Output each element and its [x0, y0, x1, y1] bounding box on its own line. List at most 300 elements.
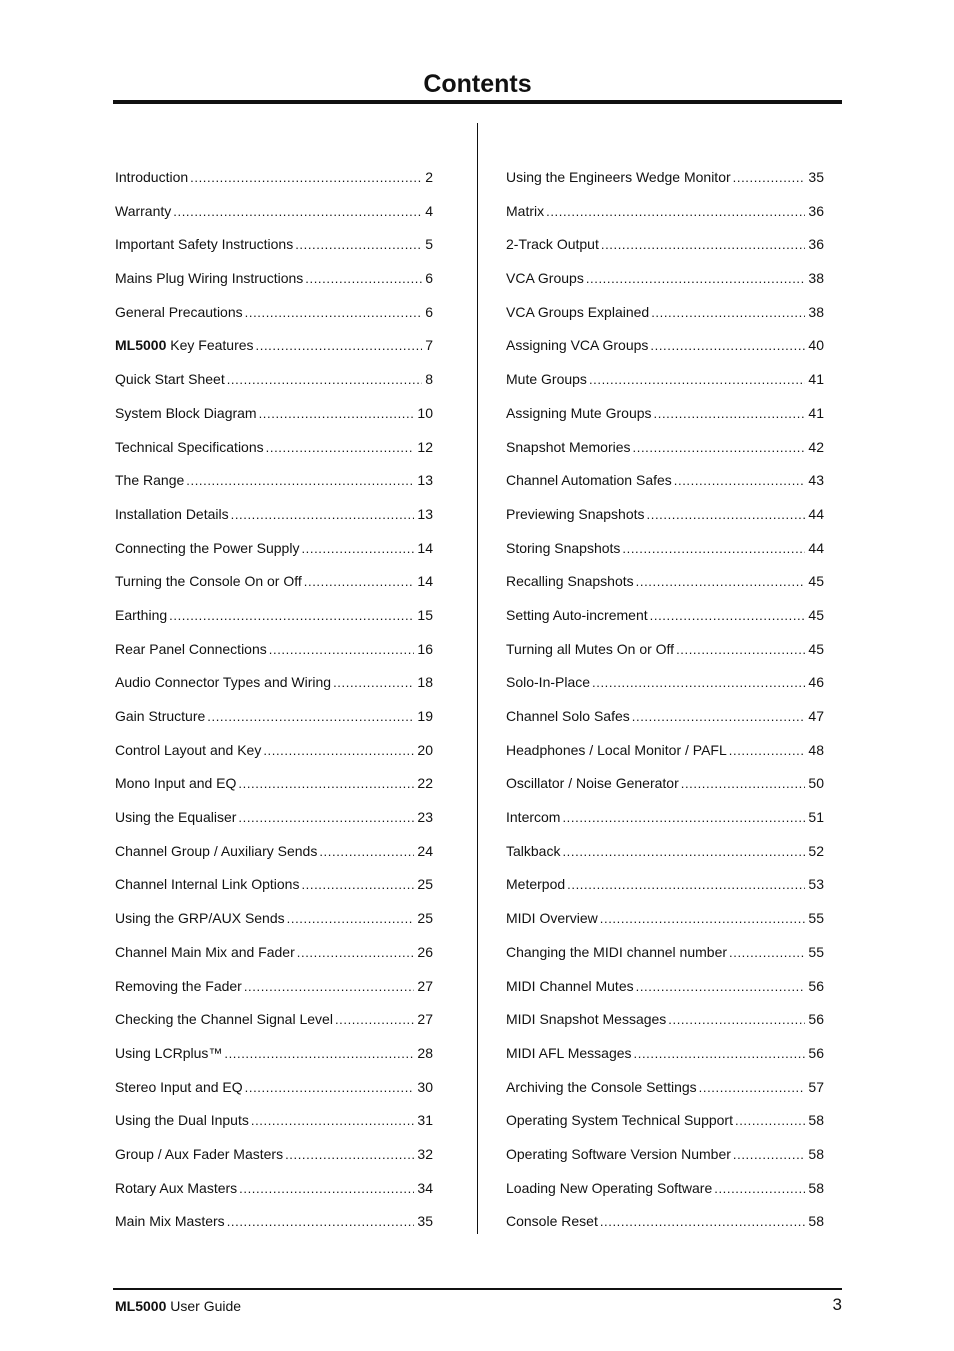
- toc-entry-page: 32: [417, 1145, 433, 1162]
- toc-dot-leader: [634, 1041, 806, 1067]
- toc-dot-leader: [650, 603, 806, 629]
- toc-dot-leader: [287, 906, 415, 932]
- toc-entry[interactable]: [506, 164, 824, 198]
- toc-entry-title: [506, 467, 672, 493]
- toc-entry-title-text: Channel Main Mix and Fader: [115, 943, 295, 960]
- toc-entry-page: 24: [417, 842, 433, 859]
- toc-entry-page: 5: [425, 236, 433, 253]
- toc-entry-title: [506, 703, 630, 729]
- toc-entry-page: 22: [417, 775, 433, 792]
- toc-entry-title-text: MIDI Snapshot Messages: [506, 1011, 667, 1028]
- toc-entry-title-text: Intercom: [506, 809, 561, 826]
- toc-entry-title-text: VCA Groups Explained: [506, 303, 650, 320]
- toc-entry-page: 36: [808, 202, 824, 219]
- toc-entry-title: [115, 535, 299, 561]
- toc-entry-title-text: Connecting the Power Supply: [115, 539, 300, 556]
- toc-entry[interactable]: [115, 1006, 433, 1040]
- toc-entry-page: 40: [808, 337, 824, 354]
- toc-entry-page: 27: [417, 1011, 433, 1028]
- toc-entry-page: 12: [417, 438, 433, 455]
- toc-entry-page: 13: [417, 505, 433, 522]
- toc-entry[interactable]: [506, 703, 824, 737]
- toc-entry-page: 55: [808, 943, 824, 960]
- toc-entry-title: [115, 703, 205, 729]
- toc-entry-title-text: Channel Automation Safes: [506, 472, 672, 489]
- toc-entry[interactable]: [115, 501, 433, 535]
- toc-dot-leader: [251, 1108, 415, 1134]
- toc-entry-page: 6: [425, 303, 433, 320]
- toc-entry-page: 15: [417, 606, 433, 623]
- toc-entry[interactable]: [506, 198, 824, 232]
- toc-entry-title: [115, 939, 295, 965]
- toc-entry-title: [115, 1006, 333, 1032]
- toc-entry-title: [115, 265, 303, 291]
- toc-entry-title-text: Recalling Snapshots: [506, 573, 634, 590]
- toc-entry-title-text: Assigning Mute Groups: [506, 404, 652, 421]
- toc-entry-title: [115, 231, 293, 257]
- toc-entry-title-text: System Block Diagram: [115, 404, 257, 421]
- toc-entry-page: 44: [808, 539, 824, 556]
- toc-entry-title-text: General Precautions: [115, 303, 243, 320]
- toc-entry-page: 43: [808, 472, 824, 489]
- toc-entry-title: [506, 434, 631, 460]
- toc-dot-leader: [266, 435, 415, 461]
- toc-entry-page: 56: [808, 977, 824, 994]
- toc-entry[interactable]: [506, 434, 824, 468]
- toc-entry-title: [506, 164, 731, 190]
- toc-entry[interactable]: [115, 871, 433, 905]
- toc-dot-leader: [269, 637, 415, 663]
- toc-entry-title-text: Channel Solo Safes: [506, 708, 630, 724]
- toc-entry-title-text: Warranty: [115, 202, 172, 219]
- toc-entry-page: 56: [808, 1011, 824, 1028]
- toc-entry-page: 45: [808, 640, 824, 657]
- toc-entry-title-text: Removing the Fader: [115, 977, 242, 994]
- toc-entry[interactable]: [506, 568, 824, 602]
- toc-entry-page: 58: [808, 1179, 824, 1196]
- toc-entry-title: [506, 1175, 712, 1201]
- toc-entry-page: 52: [808, 842, 824, 859]
- toc-entry-title: [506, 602, 648, 628]
- toc-entry[interactable]: [506, 1107, 824, 1141]
- toc-entry-title: [506, 231, 599, 257]
- toc-entry-title-text: MIDI Channel Mutes: [506, 977, 634, 994]
- toc-dot-leader: [636, 569, 806, 595]
- toc-entry-title: [506, 770, 679, 796]
- toc-entry-title-text: Using the GRP/AUX Sends: [115, 910, 285, 927]
- toc-dot-leader: [600, 1209, 806, 1235]
- toc-entry[interactable]: [115, 568, 433, 602]
- toc-entry-page: 30: [417, 1078, 433, 1095]
- toc-entry[interactable]: [506, 1006, 824, 1040]
- toc-entry-title-text: Stereo Input and EQ: [115, 1078, 243, 1095]
- toc-entry-page: 38: [808, 303, 824, 320]
- toc-dot-leader: [589, 367, 805, 393]
- toc-entry-title-text: Talkback: [506, 842, 561, 859]
- toc-dot-leader: [647, 502, 806, 528]
- toc-entry-title-text: Oscillator / Noise Generator: [506, 775, 679, 792]
- toc-entry-title-text: Key Features: [166, 337, 254, 354]
- toc-entry[interactable]: [115, 535, 433, 569]
- toc-entry-page: 13: [417, 472, 433, 489]
- toc-dot-leader: [676, 637, 805, 663]
- toc-entry-title: [115, 871, 299, 897]
- toc-entry-title-text: The Range: [115, 472, 185, 489]
- toc-entry-title-text: Group / Aux Fader Masters: [115, 1145, 284, 1162]
- toc-entry-title: [115, 770, 236, 796]
- toc-entry[interactable]: [506, 737, 824, 771]
- toc-entry-page: 36: [808, 236, 824, 253]
- toc-entry[interactable]: [506, 1141, 824, 1175]
- toc-dot-leader: [285, 1142, 414, 1168]
- toc-entry-title-text: Headphones / Local Monitor / PAFL: [506, 741, 727, 758]
- toc-dot-leader: [733, 165, 806, 191]
- toc-entry-title-text: Solo-In-Place: [506, 674, 591, 691]
- toc-entry-title-text: Setting Auto-increment: [506, 606, 648, 623]
- toc-entry-title: [506, 1040, 632, 1066]
- toc-entry-page: 31: [417, 1112, 433, 1129]
- toc-entry-title-text: Using the Engineers Wedge Monitor: [506, 169, 731, 185]
- toc-entry-page: 34: [417, 1179, 433, 1196]
- toc-entry-title: [115, 1040, 222, 1066]
- toc-entry-title: [115, 905, 285, 931]
- toc-entry-title-text: Checking the Channel Signal Level: [115, 1011, 333, 1028]
- toc-entry[interactable]: [506, 400, 824, 434]
- toc-entry-title-text: Turning all Mutes On or Off: [506, 640, 675, 657]
- toc-dot-leader: [562, 839, 805, 865]
- toc-entry[interactable]: [115, 1107, 433, 1141]
- toc-dot-leader: [190, 165, 422, 191]
- toc-entry[interactable]: [506, 366, 824, 400]
- toc-entry-title: [506, 804, 560, 830]
- toc-dot-leader: [335, 1007, 414, 1033]
- toc-entry-title-text: Mains Plug Wiring Instructions: [115, 270, 304, 287]
- title-rule: [113, 100, 842, 104]
- toc-entry-page: 4: [425, 202, 433, 219]
- toc-entry-title-text: Important Safety Instructions: [115, 236, 294, 253]
- toc-entry-title-text: Using the Equaliser: [115, 809, 237, 826]
- toc-entry-title: [115, 198, 171, 224]
- toc-dot-leader: [714, 1176, 805, 1202]
- toc-entry-title: [506, 332, 648, 358]
- toc-dot-leader: [238, 771, 414, 797]
- toc-entry-page: 7: [425, 337, 433, 354]
- toc-dot-leader: [681, 771, 806, 797]
- footer-guide-label: User Guide: [166, 1298, 242, 1314]
- toc-entry-page: 58: [808, 1112, 824, 1129]
- toc-entry[interactable]: [506, 1074, 824, 1108]
- toc-entry[interactable]: [115, 1141, 433, 1175]
- footer-product-name: ML5000: [115, 1298, 167, 1314]
- toc-entry-title-text: Rotary Aux Masters: [115, 1179, 238, 1196]
- toc-entry[interactable]: [115, 838, 433, 872]
- toc-entry-page: 2: [425, 169, 433, 185]
- toc-entry-title: [115, 973, 242, 999]
- toc-entry-title: [506, 1107, 733, 1133]
- toc-entry[interactable]: [115, 905, 433, 939]
- toc-dot-leader: [224, 1041, 414, 1067]
- toc-dot-leader: [735, 1108, 805, 1134]
- toc-entry-title: [506, 299, 649, 325]
- toc-dot-leader: [173, 199, 422, 225]
- toc-entry[interactable]: [506, 467, 824, 501]
- toc-entry[interactable]: [115, 973, 433, 1007]
- toc-dot-leader: [622, 536, 805, 562]
- toc-dot-leader: [319, 839, 414, 865]
- toc-entry-title-text: Operating Software Version Number: [506, 1145, 731, 1162]
- toc-entry-title-text: Installation Details: [115, 505, 229, 522]
- toc-entry-title-text: Channel Group / Auxiliary Sends: [115, 842, 318, 859]
- toc-entry[interactable]: [115, 299, 433, 333]
- toc-entry-page: 50: [808, 775, 824, 792]
- toc-entry[interactable]: [506, 1175, 824, 1209]
- toc-entry-title: [506, 871, 565, 897]
- toc-entry-title: [115, 1107, 249, 1133]
- toc-dot-leader: [304, 569, 415, 595]
- toc-entry-title: [506, 905, 598, 931]
- toc-entry[interactable]: [115, 198, 433, 232]
- toc-dot-leader: [651, 300, 805, 326]
- toc-entry-title-bold: ML5000: [115, 337, 167, 354]
- toc-entry-page: 18: [417, 674, 433, 691]
- toc-entry[interactable]: [115, 669, 433, 703]
- toc-entry-title-text: 2-Track Output: [506, 236, 599, 253]
- toc-entry-title: [115, 467, 184, 493]
- toc-entry[interactable]: [506, 501, 824, 535]
- toc-entry-page: 35: [417, 1213, 433, 1230]
- toc-entry[interactable]: [506, 770, 824, 804]
- toc-entry-title-text: MIDI AFL Messages: [506, 1044, 632, 1061]
- toc-entry-page: 14: [417, 539, 433, 556]
- toc-entry-title-text: Channel Internal Link Options: [115, 876, 300, 893]
- toc-entry-title: [506, 501, 645, 527]
- toc-entry-title: [506, 568, 634, 594]
- toc-entry[interactable]: [115, 737, 433, 771]
- toc-entry-title: [115, 434, 264, 460]
- toc-entry[interactable]: [506, 265, 824, 299]
- toc-entry-title-text: MIDI Overview: [506, 910, 598, 927]
- toc-entry[interactable]: [506, 871, 824, 905]
- toc-entry-title: [506, 366, 587, 392]
- toc-dot-leader: [601, 232, 806, 258]
- toc-entry[interactable]: [115, 332, 433, 366]
- toc-entry-page: 25: [417, 876, 433, 893]
- toc-entry-page: 19: [417, 708, 433, 724]
- toc-entry[interactable]: [506, 804, 824, 838]
- toc-dot-leader: [729, 738, 806, 764]
- toc-entry-page: 47: [808, 708, 824, 724]
- toc-dot-leader: [633, 435, 806, 461]
- toc-entry[interactable]: [506, 332, 824, 366]
- toc-entry-page: 46: [808, 674, 824, 691]
- toc-entry[interactable]: [506, 669, 824, 703]
- toc-entry-page: 25: [417, 910, 433, 927]
- toc-entry[interactable]: [115, 939, 433, 973]
- toc-entry-title: [115, 838, 317, 864]
- toc-entry[interactable]: [506, 838, 824, 872]
- toc-entry[interactable]: [506, 973, 824, 1007]
- toc-left-column: [115, 164, 433, 1242]
- toc-entry-page: 38: [808, 270, 824, 287]
- toc-dot-leader: [567, 872, 805, 898]
- toc-dot-leader: [562, 805, 805, 831]
- toc-entry-page: 26: [417, 943, 433, 960]
- toc-entry[interactable]: [506, 602, 824, 636]
- toc-dot-leader: [186, 468, 414, 494]
- toc-entry[interactable]: [115, 1040, 433, 1074]
- toc-dot-leader: [668, 1007, 805, 1033]
- toc-entry-page: 53: [808, 876, 824, 893]
- toc-entry-title: [506, 973, 634, 999]
- toc-entry-page: 48: [808, 741, 824, 758]
- toc-entry[interactable]: [115, 602, 433, 636]
- toc-entry[interactable]: [115, 400, 433, 434]
- toc-entry-title: [506, 1141, 731, 1167]
- toc-entry-page: 41: [808, 404, 824, 421]
- toc-entry-title: [115, 737, 261, 763]
- toc-entry[interactable]: [115, 1208, 433, 1242]
- toc-right-column: [506, 164, 824, 1242]
- toc-entry[interactable]: [506, 1040, 824, 1074]
- toc-entry-page: 45: [808, 606, 824, 623]
- toc-entry-title: [506, 669, 590, 695]
- toc-entry-title-text: Operating System Technical Support: [506, 1112, 733, 1129]
- toc-entry-title-text: Meterpod: [506, 876, 566, 893]
- toc-dot-leader: [636, 974, 806, 1000]
- toc-entry-page: 27: [417, 977, 433, 994]
- toc-entry[interactable]: [115, 1074, 433, 1108]
- toc-entry-title-text: Changing the MIDI channel number: [506, 943, 728, 960]
- toc-entry-page: 8: [425, 371, 433, 388]
- toc-entry-title: [506, 939, 727, 965]
- toc-entry-title-text: Loading New Operating Software: [506, 1179, 713, 1196]
- toc-entry-title-text: Storing Snapshots: [506, 539, 621, 556]
- toc-entry[interactable]: [506, 1208, 824, 1242]
- toc-entry[interactable]: [115, 265, 433, 299]
- toc-entry-page: 58: [808, 1213, 824, 1230]
- toc-entry-title-text: Introduction: [115, 169, 189, 185]
- toc-entry-title: [506, 265, 584, 291]
- toc-entry-title: [506, 535, 620, 561]
- toc-entry-title: [115, 501, 229, 527]
- toc-entry-title: [506, 198, 544, 224]
- toc-entry-title: [115, 669, 331, 695]
- toc-entry-page: 57: [808, 1078, 824, 1095]
- toc-entry-page: 45: [808, 573, 824, 590]
- toc-entry[interactable]: [115, 366, 433, 400]
- toc-dot-leader: [239, 1176, 414, 1202]
- toc-entry[interactable]: [115, 164, 433, 198]
- toc-entry-title: [506, 737, 727, 763]
- toc-entry[interactable]: [115, 434, 433, 468]
- toc-entry-title-text: Previewing Snapshots: [506, 505, 645, 522]
- toc-entry[interactable]: [115, 231, 433, 265]
- toc-entry-page: 28: [417, 1044, 433, 1061]
- toc-entry-page: 56: [808, 1044, 824, 1061]
- toc-entry-title: [506, 1006, 666, 1032]
- toc-entry[interactable]: [506, 905, 824, 939]
- toc-entry-title-text: Turning the Console On or Off: [115, 573, 302, 590]
- toc-dot-leader: [729, 940, 805, 966]
- toc-entry-page: 42: [808, 438, 824, 455]
- toc-entry-page: 6: [425, 270, 433, 287]
- toc-entry-title: [115, 400, 257, 426]
- toc-dot-leader: [231, 502, 415, 528]
- toc-entry-title-text: Quick Start Sheet: [115, 371, 225, 388]
- toc-dot-leader: [600, 906, 806, 932]
- toc-entry[interactable]: [115, 1175, 433, 1209]
- toc-dot-leader: [245, 300, 423, 326]
- toc-entry-title: [115, 1141, 283, 1167]
- toc-entry-title-text: Gain Structure: [115, 708, 206, 724]
- toc-entry[interactable]: [506, 636, 824, 670]
- toc-entry-title: [115, 332, 254, 358]
- toc-entry-page: 41: [808, 371, 824, 388]
- toc-entry-title: [506, 838, 560, 864]
- toc-entry[interactable]: [506, 231, 824, 265]
- toc-entry-page: 20: [417, 741, 433, 758]
- toc-entry[interactable]: [115, 770, 433, 804]
- toc-entry[interactable]: [115, 636, 433, 670]
- toc-dot-leader: [650, 333, 805, 359]
- toc-entry-page: 14: [417, 573, 433, 590]
- toc-entry-title-text: Mono Input and EQ: [115, 775, 237, 792]
- toc-dot-leader: [586, 266, 806, 292]
- toc-entry-title-text: Console Reset: [506, 1213, 598, 1230]
- toc-entry-title-text: Control Layout and Key: [115, 741, 262, 758]
- toc-entry-title: [115, 1175, 237, 1201]
- toc-entry-page: 16: [417, 640, 433, 657]
- toc-entry-title-text: Mute Groups: [506, 371, 587, 388]
- toc-entry[interactable]: [506, 939, 824, 973]
- toc-entry-page: 55: [808, 910, 824, 927]
- page-title: Contents: [423, 70, 532, 98]
- toc-dot-leader: [654, 401, 806, 427]
- toc-dot-leader: [699, 1075, 806, 1101]
- toc-dot-leader: [207, 704, 414, 730]
- toc-entry-title-text: Assigning VCA Groups: [506, 337, 649, 354]
- toc-entry-title: [115, 164, 188, 190]
- toc-entry[interactable]: [115, 467, 433, 501]
- toc-entry-title-text: Using the Dual Inputs: [115, 1112, 249, 1129]
- toc-dot-leader: [245, 1075, 415, 1101]
- toc-entry[interactable]: [506, 535, 824, 569]
- toc-dot-leader: [632, 704, 806, 730]
- toc-entry-title: [115, 366, 225, 392]
- toc-entry-title-text: Technical Specifications: [115, 438, 264, 455]
- toc-entry[interactable]: [115, 703, 433, 737]
- footer-page-number: 3: [832, 1295, 842, 1314]
- toc-entry-title: [506, 1208, 598, 1234]
- toc-dot-leader: [592, 670, 805, 696]
- toc-entry-title-text: Snapshot Memories: [506, 438, 631, 455]
- toc-dot-leader: [297, 940, 415, 966]
- toc-entry-title-text: Archiving the Console Settings: [506, 1078, 697, 1095]
- toc-entry[interactable]: [115, 804, 433, 838]
- toc-entry-title-text: Using LCRplus™: [115, 1044, 223, 1061]
- toc-dot-leader: [301, 536, 414, 562]
- toc-dot-leader: [263, 738, 414, 764]
- toc-entry-page: 58: [808, 1145, 824, 1162]
- toc-dot-leader: [169, 603, 414, 629]
- toc-entry-title: [115, 568, 302, 594]
- toc-entry-page: 44: [808, 505, 824, 522]
- toc-entry-page: 23: [417, 809, 433, 826]
- toc-entry[interactable]: [506, 299, 824, 333]
- toc-entry-title: [115, 804, 236, 830]
- toc-entry-title: [506, 1074, 697, 1100]
- toc-dot-leader: [674, 468, 806, 494]
